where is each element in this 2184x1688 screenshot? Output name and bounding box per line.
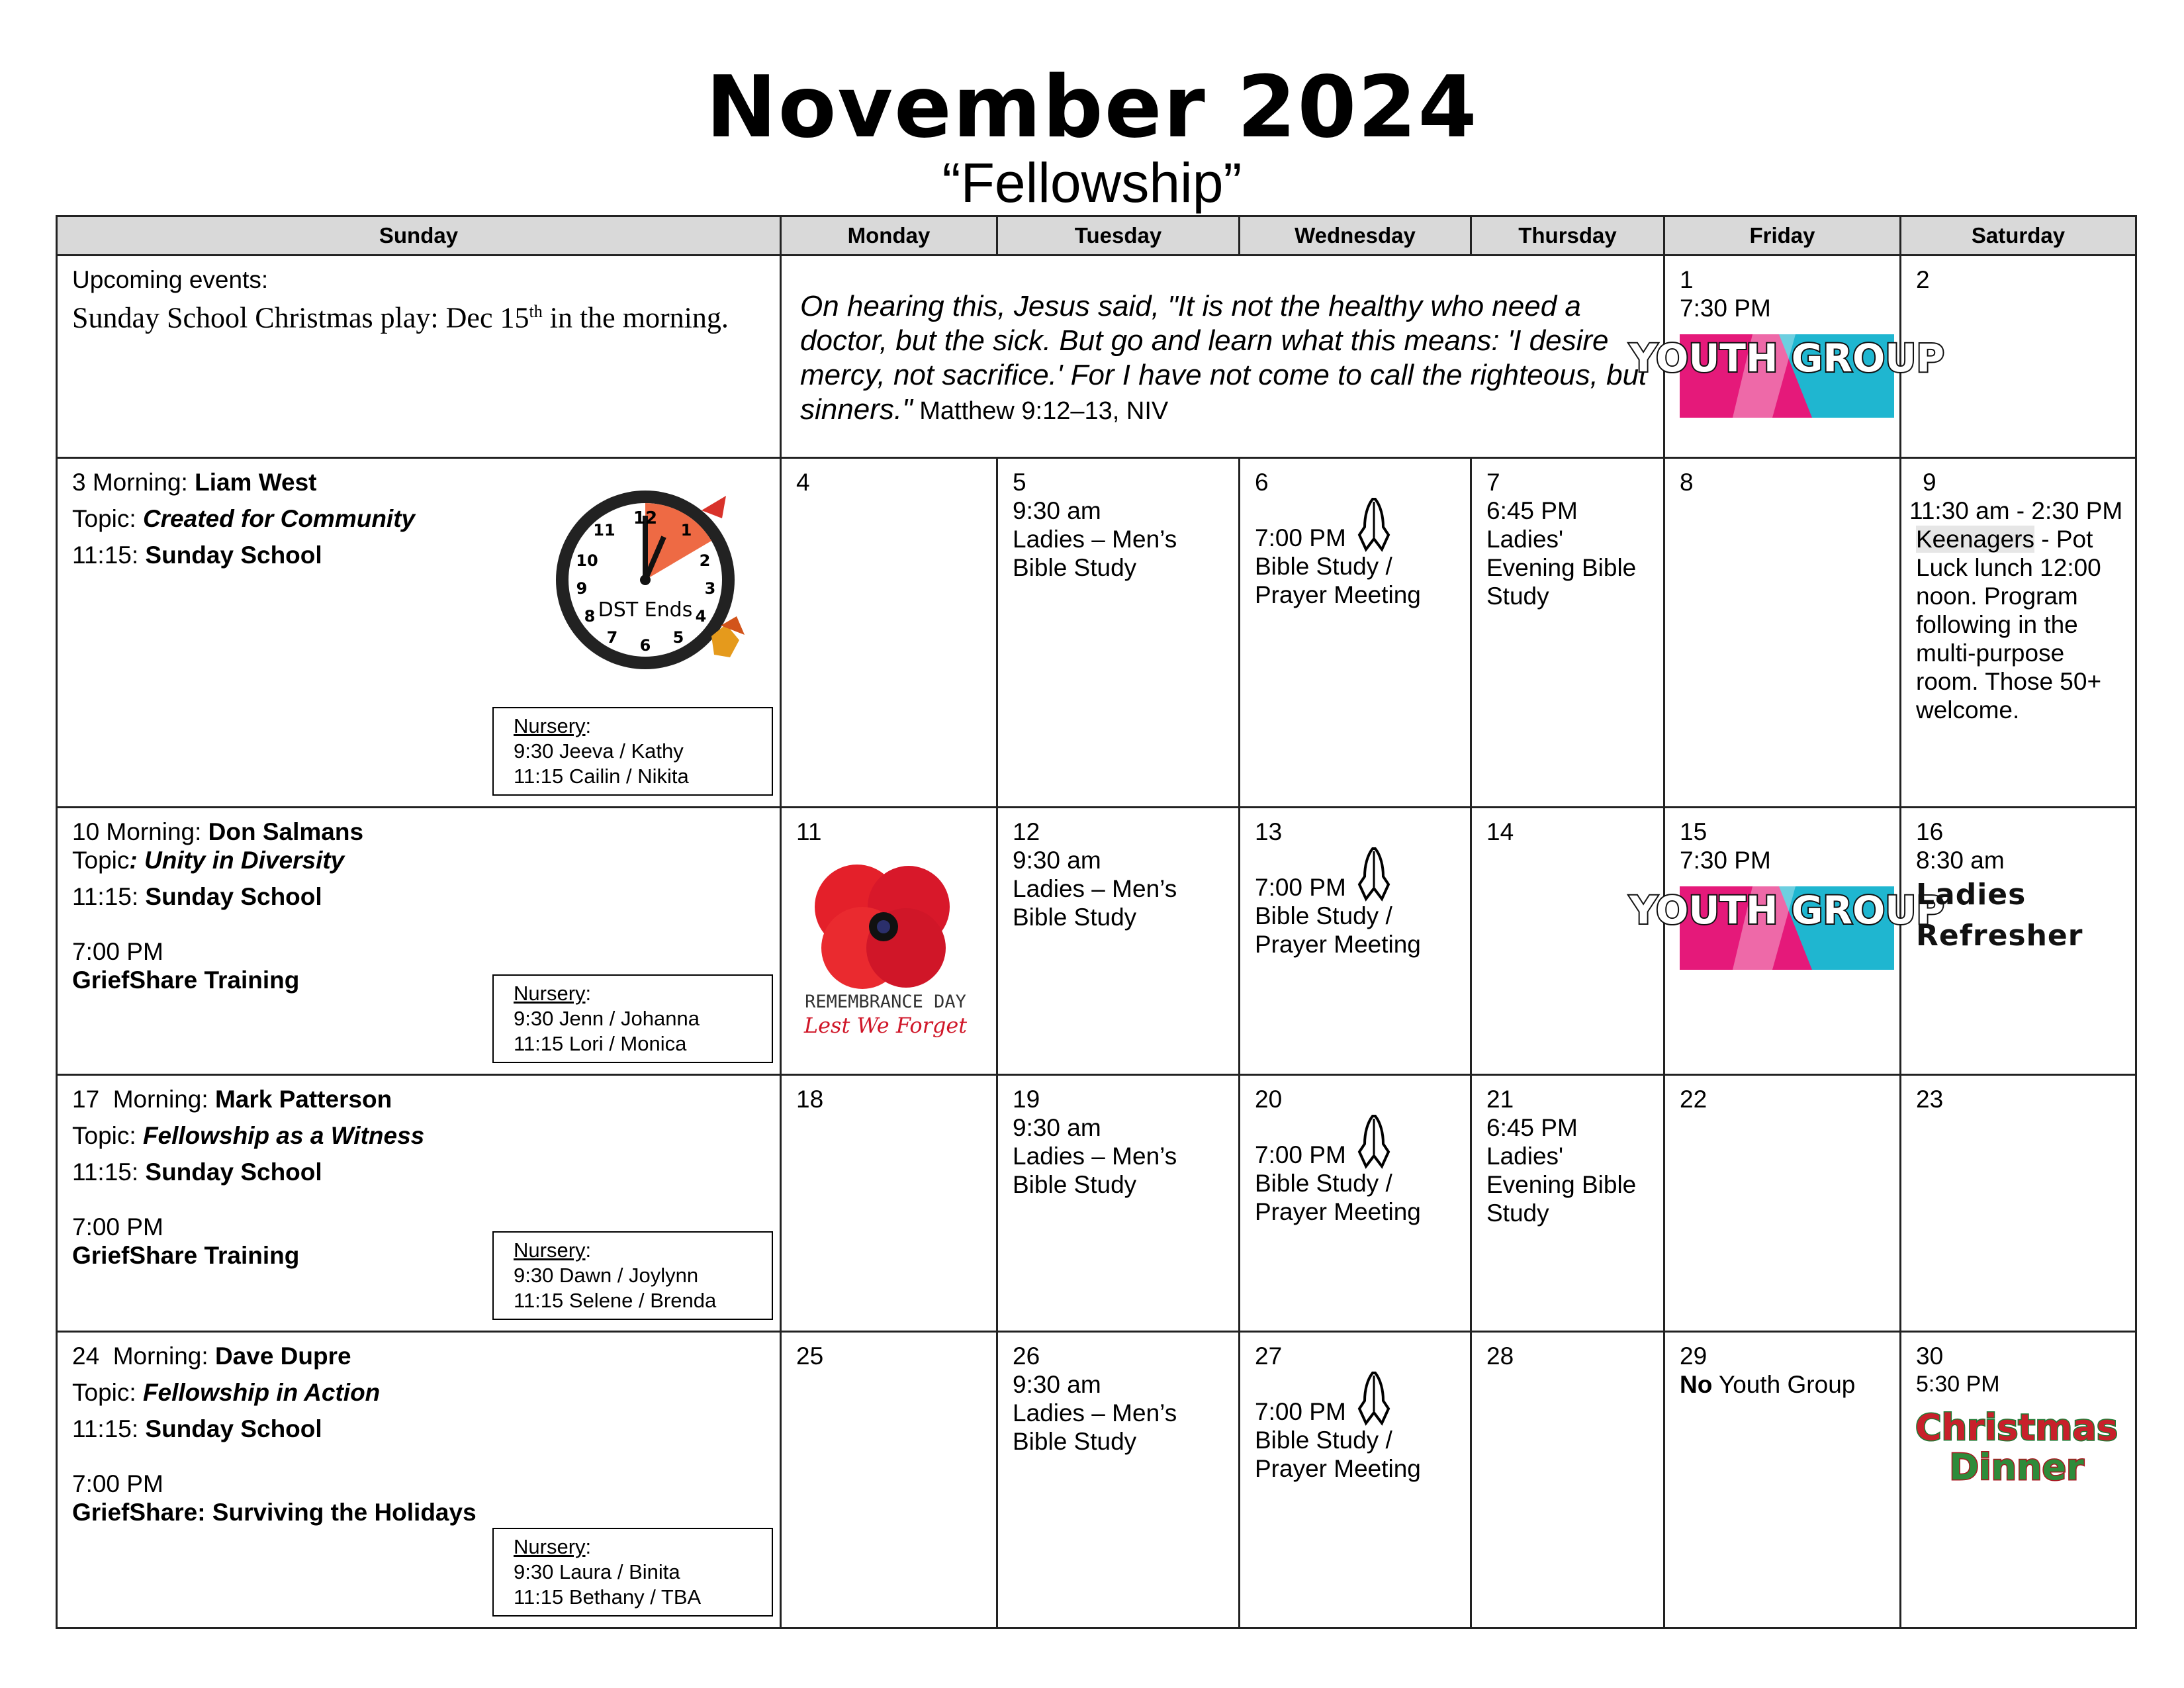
day-cell-14: [1471, 808, 1664, 1075]
verse-text: [782, 256, 1663, 457]
praying-hands-icon: [1355, 1370, 1392, 1426]
svg-text:12: 12: [633, 508, 658, 528]
nursery-label: Nursery: [514, 1535, 586, 1558]
nursery-slot-2: 11:15 Selene / Brenda: [514, 1289, 717, 1312]
day-number: 7: [1486, 469, 1500, 496]
speaker: Don Salmans: [208, 818, 364, 845]
day-cell-8: [1664, 458, 1901, 808]
day-number: 18: [796, 1086, 824, 1113]
verse-cell: [781, 256, 1664, 458]
dst-clock-icon: [553, 484, 751, 676]
week-row-5: [57, 1332, 2136, 1628]
christmas-dinner-logo: [1904, 1403, 2129, 1489]
keenagers-desc-a: - Pot: [2034, 526, 2093, 553]
event-line: Ladies': [1486, 1143, 1564, 1170]
nursery-colon: :: [585, 1535, 592, 1558]
topic: : Unity in Diversity: [129, 847, 345, 874]
dst-label: DST Ends: [598, 598, 693, 622]
weekday-saturday: Saturday: [1901, 216, 2136, 256]
day-number: 3: [72, 469, 86, 496]
day-cell-18: [781, 1075, 997, 1332]
svg-text:4: 4: [695, 607, 707, 626]
morning-label: Morning:: [99, 1086, 215, 1113]
upcoming-text: [72, 294, 765, 336]
weekday-friday: Friday: [1664, 216, 1901, 256]
weekday-monday: Monday: [781, 216, 997, 256]
upcoming-text-a: Sunday School Christmas play: Dec 15: [72, 301, 529, 334]
event-line: Bible Study /: [1255, 902, 1392, 929]
day-cell-26: [997, 1332, 1240, 1628]
day-cell-24: [57, 1332, 781, 1628]
day-cell-3: [57, 458, 781, 808]
event-line: Bible Study: [1013, 554, 1137, 581]
upcoming-label: Upcoming events:: [72, 266, 269, 293]
nursery-slot-2: 11:15 Cailin / Nikita: [514, 765, 689, 788]
day-cell-22: [1664, 1075, 1901, 1332]
day-number: 24: [72, 1342, 100, 1370]
event-time: 6:45 PM: [1486, 1114, 1578, 1141]
sunday-school-time: 11:15:: [72, 883, 146, 910]
day-number: 5: [1013, 469, 1026, 496]
day-cell-4: [781, 458, 997, 808]
lest-we-forget-text: Lest We Forget: [803, 1013, 968, 1038]
event-line: Study: [1486, 1199, 1549, 1227]
day-number: 21: [1486, 1086, 1514, 1113]
week-row-2: [57, 458, 2136, 808]
page-title: November 2024: [705, 58, 1479, 157]
event-time: 5:30 PM: [1916, 1372, 2000, 1397]
week-row-3: [57, 808, 2136, 1075]
day-number: 13: [1255, 818, 1283, 845]
event-time: 9:30 am: [1013, 847, 1101, 874]
nursery-slot-1: 9:30 Laura / Binita: [514, 1560, 680, 1583]
topic-label: Topic:: [72, 1379, 143, 1406]
day-cell-6: [1240, 458, 1471, 808]
svg-text:8: 8: [584, 607, 596, 626]
nursery-slot-2: 11:15 Bethany / TBA: [514, 1585, 702, 1609]
speaker: Mark Patterson: [214, 1086, 392, 1113]
nursery-box: [492, 707, 773, 796]
day-cell-25: [781, 1332, 997, 1628]
day-cell-23: [1901, 1075, 2136, 1332]
event-line: Prayer Meeting: [1255, 581, 1421, 608]
event-time: 7:00 PM: [1255, 1141, 1346, 1168]
event-line: Ladies – Men’s: [1013, 1399, 1177, 1427]
event-line: Bible Study: [1013, 1428, 1137, 1455]
svg-text:5: 5: [672, 628, 684, 647]
nursery-box: [492, 1528, 773, 1617]
event-line: Youth Group: [1712, 1371, 1856, 1398]
evening-event: GriefShare Training: [72, 966, 300, 994]
calendar-table: [56, 215, 2137, 1629]
christmas-text: Christmas: [1915, 1407, 2118, 1448]
nursery-label: Nursery: [514, 982, 586, 1005]
topic-label: Topic:: [72, 1122, 143, 1149]
nursery-colon: :: [585, 982, 592, 1005]
event-line: Ladies: [1916, 878, 2026, 912]
nursery-label: Nursery: [514, 1239, 586, 1262]
day-number: 15: [1680, 818, 1707, 845]
svg-text:7: 7: [606, 628, 618, 647]
day-number: 17: [72, 1086, 100, 1113]
day-number: 11: [796, 818, 822, 845]
morning-label: Morning:: [99, 818, 208, 845]
evening-time: 7:00 PM: [72, 1213, 163, 1241]
evening-event: GriefShare: Surviving the Holidays: [72, 1499, 477, 1526]
svg-text:9: 9: [576, 579, 588, 598]
day-number: 9: [1923, 469, 1936, 496]
praying-hands-icon: [1355, 846, 1392, 902]
no-label: No: [1680, 1371, 1713, 1398]
verse-quote: On hearing this, Jesus said, "It is not the healthy who need a doctor, but the sick. But go and learn what this means: 'I desire mercy, not sacrifice.' For I have not come to call the righteous, but sinners.": [800, 290, 1647, 426]
verse-reference: Matthew 9:12–13, NIV: [912, 397, 1169, 425]
youth-group-logo: [1629, 334, 1944, 418]
event-line: Bible Study /: [1255, 553, 1392, 580]
day-cell-9: [1901, 458, 2136, 808]
week-row-1: [57, 256, 2136, 458]
evening-time: 7:00 PM: [72, 938, 163, 965]
event-time: 7:00 PM: [1255, 874, 1346, 901]
sunday-school: Sunday School: [145, 1415, 322, 1442]
event-line: Prayer Meeting: [1255, 1198, 1421, 1225]
youth-group-text-1: YOUTH GROUP: [1629, 336, 1944, 381]
day-cell-19: [997, 1075, 1240, 1332]
event-time: 7:00 PM: [1255, 524, 1346, 551]
upcoming-text-sup: th: [529, 302, 543, 321]
youth-group-logo: [1629, 886, 1944, 970]
day-cell-16: [1901, 808, 2136, 1075]
keenagers-desc: Luck lunch 12:00 noon. Program following in the multi-purpose room. Those 50+ welcome.: [1916, 554, 2102, 724]
event-time: 7:30 PM: [1680, 295, 1771, 322]
event-time: 11:30 am - 2:30 PM: [1909, 497, 2123, 524]
topic: Created for Community: [142, 505, 416, 532]
weekday-sunday: Sunday: [57, 216, 781, 256]
event-line: Study: [1486, 583, 1549, 610]
day-number: 30: [1916, 1342, 1944, 1370]
day-cell-17: [57, 1075, 781, 1332]
topic: Fellowship in Action: [142, 1379, 381, 1406]
keenagers-label: Keenagers: [1916, 526, 2034, 553]
event-time: 6:45 PM: [1486, 497, 1578, 524]
event-line: Evening Bible: [1486, 1171, 1637, 1198]
day-cell-27: [1240, 1332, 1471, 1628]
day-cell-29: [1664, 1332, 1901, 1628]
day-number: 8: [1680, 469, 1694, 496]
day-cell-12: [997, 808, 1240, 1075]
svg-text:11: 11: [593, 521, 615, 539]
upcoming-text-b: in the morning.: [542, 301, 729, 334]
event-line: Bible Study: [1013, 904, 1137, 931]
day-cell-21: [1471, 1075, 1664, 1332]
day-cell-5: [997, 458, 1240, 808]
weekday-tuesday: Tuesday: [997, 216, 1240, 256]
day-cell-20: [1240, 1075, 1471, 1332]
day-cell-28: [1471, 1332, 1664, 1628]
day-number: 23: [1916, 1086, 1944, 1113]
event-line: Bible Study: [1013, 1171, 1137, 1198]
nursery-slot-1: 9:30 Dawn / Joylynn: [514, 1264, 699, 1287]
sunday-school: Sunday School: [145, 1158, 322, 1186]
day-number: 22: [1680, 1086, 1707, 1113]
event-time: 9:30 am: [1013, 1114, 1101, 1141]
speaker: Liam West: [195, 469, 317, 496]
sunday-school: Sunday School: [145, 541, 322, 569]
event-line: Prayer Meeting: [1255, 931, 1421, 958]
day-number: 25: [796, 1342, 824, 1370]
event-line: Bible Study /: [1255, 1170, 1392, 1197]
svg-text:3: 3: [704, 579, 716, 598]
youth-group-text-1: YOUTH GROUP: [1629, 888, 1944, 933]
nursery-box: [492, 1231, 773, 1320]
nursery-slot-2: 11:15 Lori / Monica: [514, 1032, 687, 1055]
day-number: 26: [1013, 1342, 1040, 1370]
day-number: 28: [1486, 1342, 1514, 1370]
nursery-box: [492, 974, 773, 1063]
day-cell-7: [1471, 458, 1664, 808]
remembrance-poppy-icon: [796, 849, 975, 1047]
morning-label: Morning:: [99, 1342, 215, 1370]
sunday-school: Sunday School: [145, 883, 322, 910]
event-time: 9:30 am: [1013, 497, 1101, 524]
event-line: Ladies – Men’s: [1013, 526, 1177, 553]
week-row-4: [57, 1075, 2136, 1332]
event-line: Ladies – Men’s: [1013, 875, 1177, 902]
weekday-wednesday: Wednesday: [1240, 216, 1471, 256]
day-cell-13: [1240, 808, 1471, 1075]
day-number: 2: [1916, 266, 1930, 293]
event-time: 7:00 PM: [1255, 1398, 1346, 1425]
nursery-label: Nursery: [514, 714, 586, 737]
day-number: 16: [1916, 818, 1944, 845]
topic: Fellowship as a Witness: [142, 1122, 425, 1149]
event-time: 9:30 am: [1013, 1371, 1101, 1398]
sunday-school-time: 11:15:: [72, 1415, 146, 1442]
nursery-slot-1: 9:30 Jenn / Johanna: [514, 1007, 700, 1030]
day-number: 10: [72, 818, 100, 845]
nursery-colon: :: [585, 1239, 592, 1262]
day-number: 14: [1486, 818, 1514, 845]
event-time: 8:30 am: [1916, 847, 2005, 874]
evening-time: 7:00 PM: [72, 1470, 163, 1497]
remembrance-text: REMEMBRANCE DAY: [805, 992, 966, 1012]
page-subtitle: “Fellowship”: [942, 152, 1242, 214]
sunday-school-time: 11:15:: [72, 1158, 146, 1186]
praying-hands-icon: [1355, 1113, 1392, 1169]
day-number: 12: [1013, 818, 1040, 845]
day-number: 19: [1013, 1086, 1040, 1113]
event-line: Prayer Meeting: [1255, 1455, 1421, 1482]
nursery-colon: :: [585, 714, 592, 737]
nursery-slot-1: 9:30 Jeeva / Kathy: [514, 739, 684, 763]
event-line: Ladies': [1486, 526, 1564, 553]
sunday-school-time: 11:15:: [72, 541, 146, 569]
day-number: 6: [1255, 469, 1269, 496]
event-time: 7:30 PM: [1680, 847, 1771, 874]
day-number: 20: [1255, 1086, 1283, 1113]
svg-text:1: 1: [680, 521, 692, 539]
svg-text:2: 2: [699, 551, 711, 570]
speaker: Dave Dupre: [214, 1342, 351, 1370]
upcoming-events-cell: [57, 256, 781, 458]
morning-label: Morning:: [85, 469, 195, 496]
event-line: Bible Study /: [1255, 1427, 1392, 1454]
day-cell-1: [1629, 256, 1944, 458]
event-line: Evening Bible: [1486, 554, 1637, 581]
topic-label: Topic:: [72, 505, 143, 532]
evening-event: GriefShare Training: [72, 1242, 300, 1269]
svg-text:10: 10: [576, 551, 598, 570]
day-cell-10: [57, 808, 781, 1075]
day-cell-30: [1901, 1332, 2136, 1628]
day-cell-2: [1901, 256, 2136, 458]
day-number: 27: [1255, 1342, 1283, 1370]
weekday-header-row: [57, 216, 2136, 256]
event-line: Refresher: [1916, 919, 2083, 953]
praying-hands-icon: [1355, 496, 1392, 552]
day-cell-11: [781, 808, 997, 1075]
weekday-thursday: Thursday: [1471, 216, 1664, 256]
day-number: 4: [796, 469, 810, 496]
svg-text:6: 6: [639, 636, 651, 655]
day-number: 1: [1680, 266, 1694, 293]
dinner-text: Dinner: [1949, 1446, 2084, 1488]
day-number: 29: [1680, 1342, 1707, 1370]
topic-label: Topic: [72, 847, 130, 874]
event-line: Ladies – Men’s: [1013, 1143, 1177, 1170]
